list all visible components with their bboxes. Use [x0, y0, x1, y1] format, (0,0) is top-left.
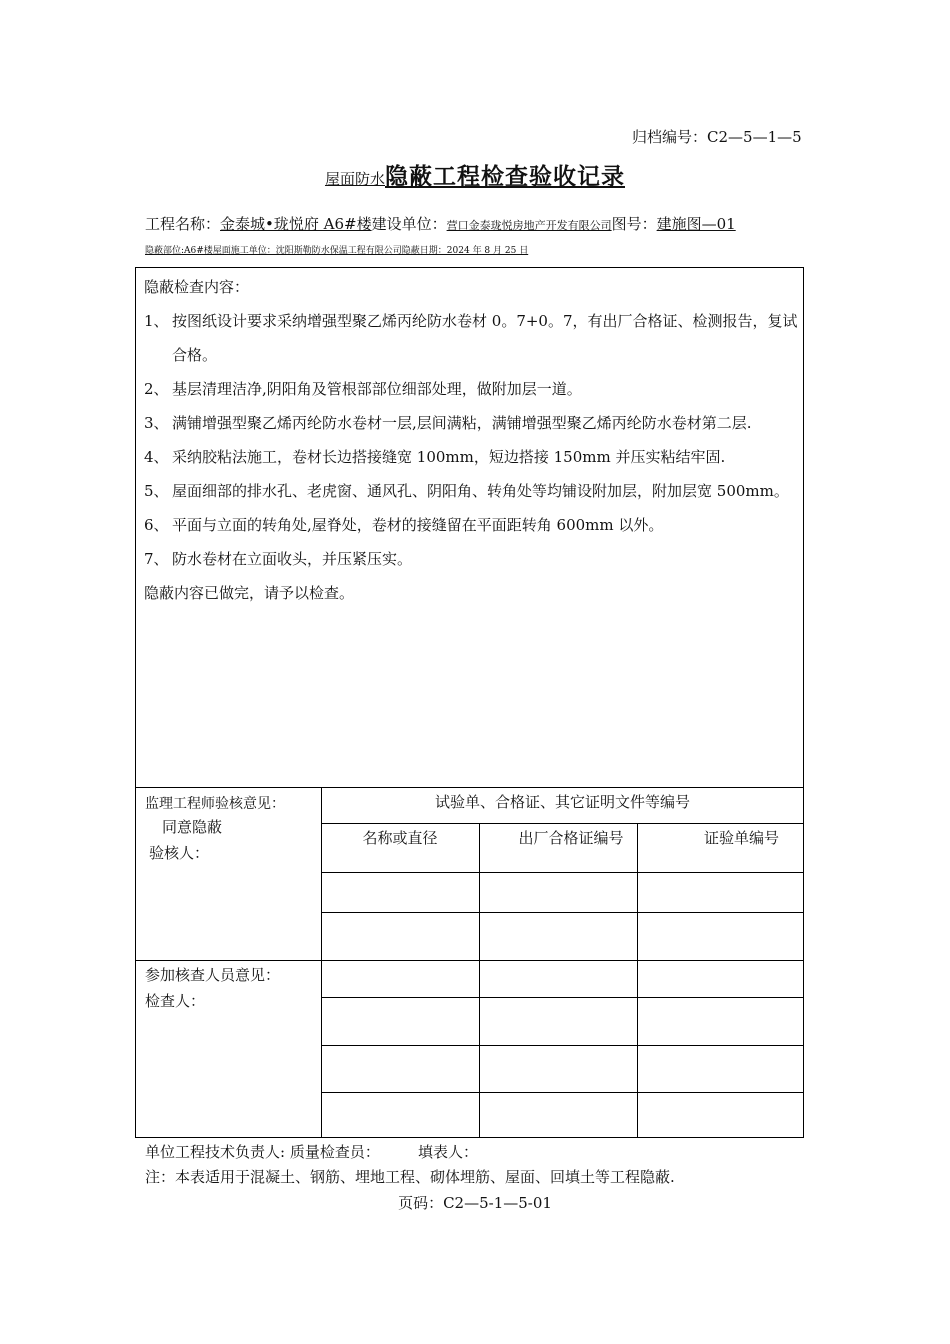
column-header-name: 名称或直径: [362, 829, 438, 847]
builder-value: 营口金泰珑悦房地产开发有限公司: [446, 219, 612, 232]
docs-table-title: 试验单、合格证、其它证明文件等编号: [434, 793, 690, 811]
column-header-test: 证验单编号: [703, 829, 779, 847]
inspection-item: [144, 406, 799, 440]
item-text: 采纳胶粘法施工，卷材长边搭接缝宽 100mm，短边搭接 150mm 并压实粘结牢固.: [172, 448, 726, 466]
signature-line: 单位工程技术负责人: 质量检查员： 填表人：: [145, 1143, 478, 1161]
item-text: 按图纸设计要求采纳增强型聚乙烯丙纶防水卷材 0。7+0。7，有出厂合格证、检测报告，复试合格。: [172, 312, 798, 364]
inspection-content: [144, 270, 799, 610]
divider-line: [135, 787, 804, 788]
supervisor-label: 监理工程师验核意见：: [145, 796, 285, 812]
inspection-item: [144, 440, 799, 474]
project-name-label: 工程名称：: [145, 215, 221, 233]
builder-label: 建设单位：: [371, 215, 447, 233]
inspection-item: [144, 304, 799, 372]
inspection-item: [144, 542, 799, 576]
project-name-value: 金泰城•珑悦府 A6#楼: [220, 215, 372, 233]
supervisor-opinion: 同意隐蔽: [162, 818, 223, 836]
item-text: 满铺增强型聚乙烯丙纶防水卷材一层,层间满粘，满铺增强型聚乙烯丙纶防水卷材第二层.: [172, 414, 752, 432]
divider-line: [479, 823, 480, 1138]
supervisor-checker-label: 验核人：: [149, 844, 210, 862]
divider-line: [321, 912, 804, 913]
item-number: 7、: [144, 550, 169, 568]
inspection-item: [144, 508, 799, 542]
inspection-item: [144, 372, 799, 406]
divider-line: [321, 1045, 804, 1046]
title-prefix: 屋面防水: [324, 170, 385, 188]
item-text: 屋面细部的排水孔、老虎窗、通风孔、阴阳角、转角处等均铺设附加层，附加层宽 500mm。: [172, 482, 789, 500]
project-info-line: [145, 213, 736, 234]
location-contractor-date: 隐蔽部位:A6#楼屋面施工单位：沈阳斯勒防水保温工程有限公司隐蔽日期：2024 年 8 月 25 日: [145, 246, 529, 256]
participants-checker-label: 检查人：: [145, 992, 206, 1010]
divider-line: [321, 997, 804, 998]
item-number: 6、: [144, 516, 169, 534]
participants-label: 参加核查人员意见：: [145, 966, 281, 984]
page-code: 页码：C2—5-1—5-01: [398, 1194, 552, 1212]
item-number: 5、: [144, 482, 169, 500]
divider-line: [321, 872, 804, 873]
inspection-closing: 隐蔽内容已做完，请予以检查。: [144, 584, 355, 602]
drawing-label: 图号：: [611, 215, 657, 233]
title-main: 隐蔽工程检查验收记录: [385, 163, 625, 190]
item-number: 4、: [144, 448, 169, 466]
item-text: 基层清理洁净,阴阳角及管根部部位细部处理，做附加层一道。: [172, 380, 582, 398]
archive-number: 归档编号：C2—5—1—5: [632, 128, 802, 146]
page-title: [0, 158, 950, 191]
inspection-item: [144, 474, 799, 508]
item-text: 平面与立面的转角处,屋脊处，卷材的接缝留在平面距转角 600mm 以外。: [172, 516, 664, 534]
column-header-certificate: 出厂合格证编号: [518, 829, 624, 847]
inspection-heading: 隐蔽检查内容：: [144, 278, 250, 296]
usage-note: 注：本表适用于混凝土、钢筋、埋地工程、砌体埋筋、屋面、回填土等工程隐蔽.: [145, 1168, 675, 1186]
drawing-value: 建施图—01: [656, 215, 736, 233]
divider-line: [321, 1092, 804, 1093]
divider-line: [321, 823, 804, 824]
item-number: 1、: [144, 312, 169, 330]
divider-line: [637, 823, 638, 1138]
divider-line: [135, 960, 804, 961]
item-number: 2、: [144, 380, 169, 398]
item-text: 防水卷材在立面收头，并压紧压实。: [172, 550, 413, 568]
item-number: 3、: [144, 414, 169, 432]
